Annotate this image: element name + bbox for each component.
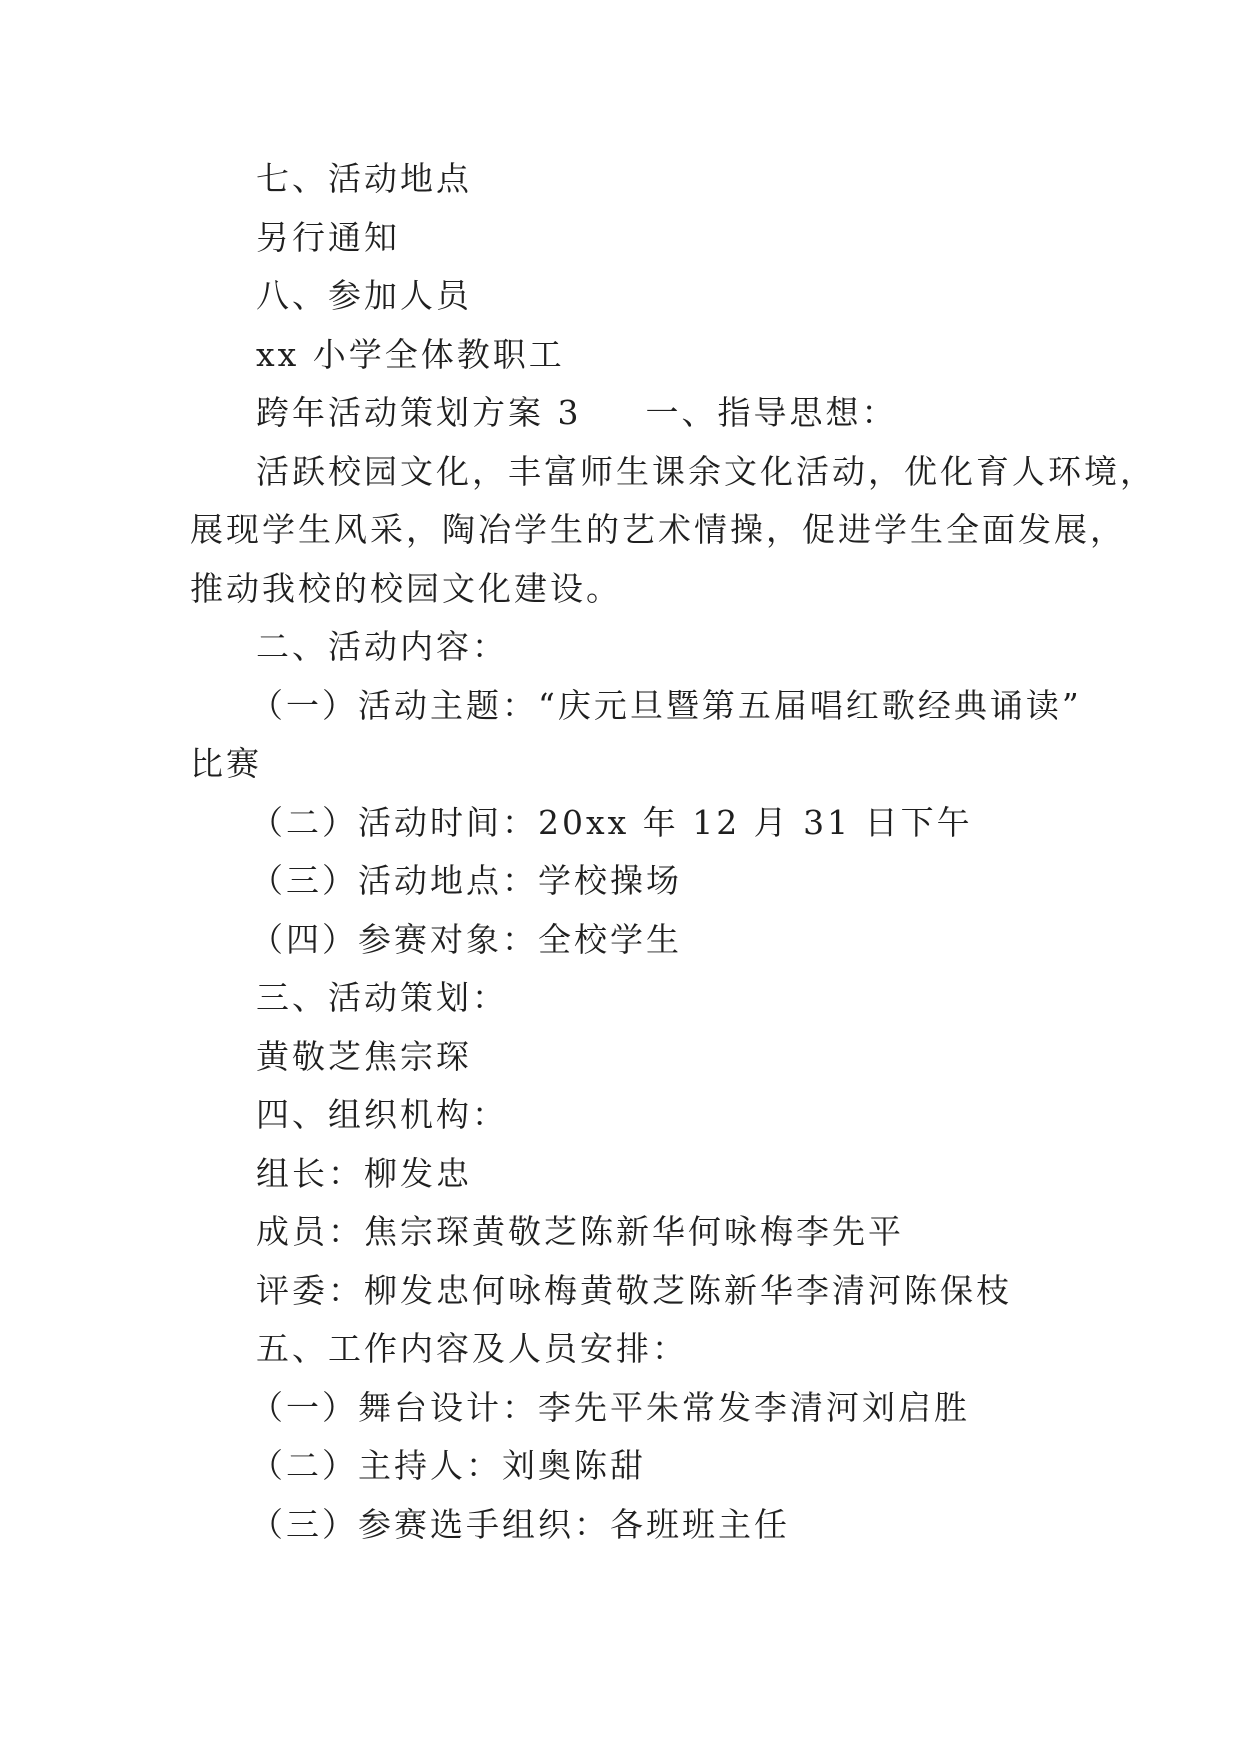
- plan-heading-row: [190, 384, 1070, 443]
- paragraph-line: 活跃校园文化，丰富师生课余文化活动，优化育人环境，: [256, 451, 1156, 491]
- team-members: 成员：焦宗琛黄敬芝陈新华何咏梅李先平: [256, 1212, 904, 1251]
- judges: 评委：柳发忠何咏梅黄敬芝陈新华李清河陈保枝: [256, 1270, 1012, 1310]
- document-body: [190, 150, 1156, 1554]
- location-text: 另行通知: [256, 217, 400, 257]
- paragraph-line: 展现学生风采，陶冶学生的艺术情操，促进学生全面发展，: [190, 510, 1126, 549]
- hosts: （二）主持人：刘奥陈甜: [250, 1446, 646, 1485]
- participants-text: xx 小学全体教职工: [256, 334, 565, 374]
- activity-theme-continued: 比赛: [190, 744, 262, 783]
- section-heading-location: 七、活动地点: [256, 159, 472, 198]
- plan-title: 跨年活动策划方案 3: [256, 393, 582, 432]
- section-heading-work-arrangement: 五、工作内容及人员安排：: [256, 1329, 688, 1368]
- stage-design: （一）舞台设计：李先平朱常发李清河刘启胜: [250, 1387, 970, 1427]
- team-leader: 组长：柳发忠: [256, 1153, 472, 1193]
- activity-participants: （四）参赛对象：全校学生: [250, 919, 682, 959]
- contestant-organizers: （三）参赛选手组织：各班班主任: [250, 1504, 790, 1544]
- section-heading-planning: 三、活动策划：: [256, 978, 508, 1017]
- section-heading-content: 二、活动内容：: [256, 627, 508, 666]
- section-heading-guiding-idea: 一、指导思想：: [645, 393, 898, 432]
- activity-time: （二）活动时间：20xx 年 12 月 31 日下午: [250, 802, 973, 842]
- section-heading-organization: 四、组织机构：: [256, 1095, 508, 1134]
- paragraph-line: 推动我校的校园文化建设。: [190, 568, 622, 608]
- activity-theme: （一）活动主题：“庆元旦暨第五届唱红歌经典诵读”: [250, 685, 1082, 725]
- section-heading-participants: 八、参加人员: [256, 276, 472, 315]
- planners-text: 黄敬芝焦宗琛: [256, 1036, 472, 1076]
- activity-place: （三）活动地点：学校操场: [250, 861, 682, 900]
